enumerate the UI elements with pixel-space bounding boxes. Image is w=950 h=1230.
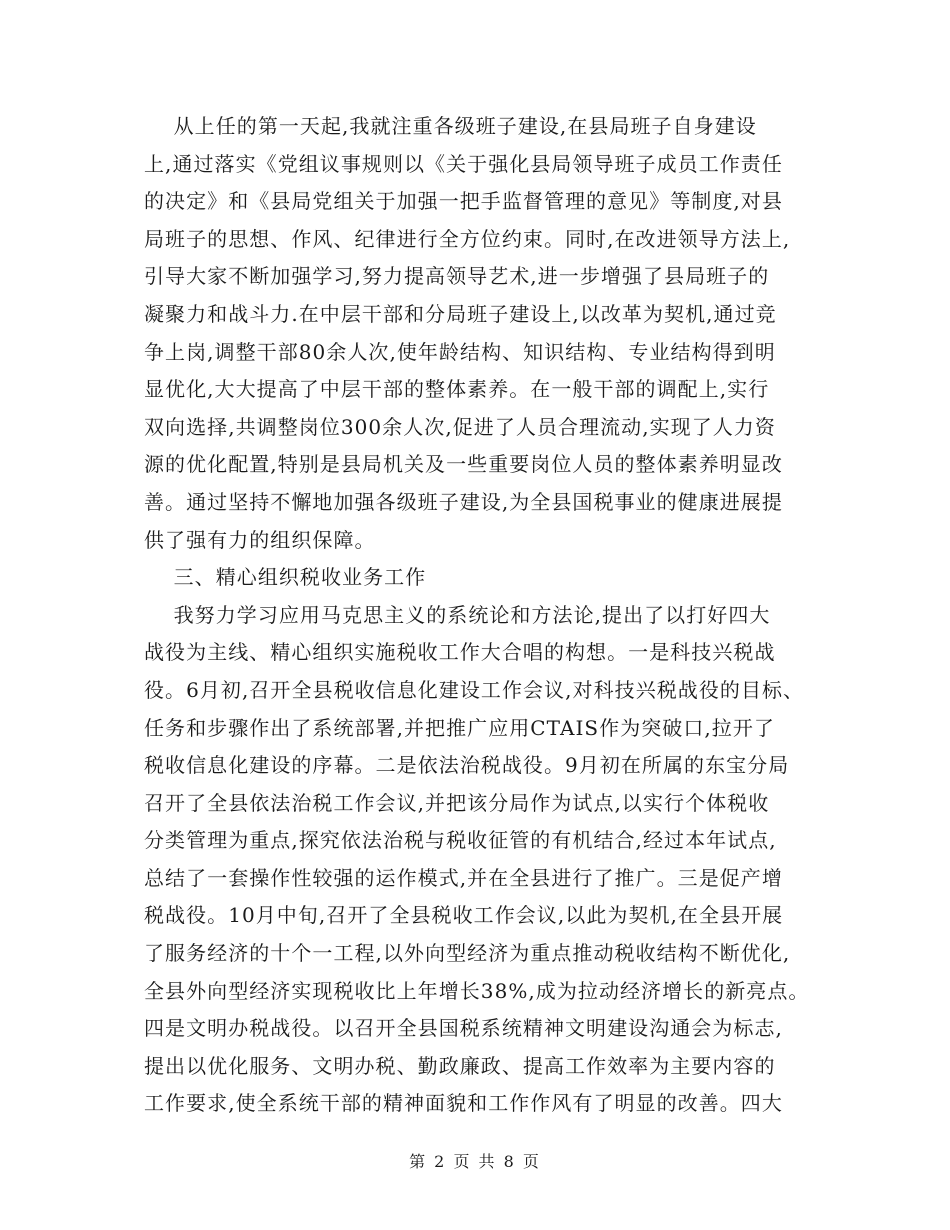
text-line: 役。6月初,召开全县税收信息化建设工作会议,对科技兴税战役的目标、 <box>144 677 805 702</box>
text-line: 全县外向型经济实现税收比上年增长38%,成为拉动经济增长的新亮点。 <box>144 978 810 1003</box>
text-line: 提出以优化服务、文明办税、勤政廉政、提高工作效率为主要内容的 <box>144 1053 776 1078</box>
section-heading: 三、精心组织税收业务工作 <box>144 565 427 590</box>
text-line: 召开了全县依法治税工作会议,并把该分局作为试点,以实行个体税收 <box>144 790 770 815</box>
text-line: 源的优化配置,特别是县局机关及一些重要岗位人员的整体素养明显改 <box>144 452 783 477</box>
text-line: 工作要求,使全系统干部的精神面貌和工作作风有了明显的改善。四大 <box>144 1091 783 1116</box>
text-line: 凝聚力和战斗力.在中层干部和分局班子建设上,以改革为契机,通过竞 <box>144 301 777 326</box>
text-line: 四是文明办税战役。以召开全县国税系统精神文明建设沟通会为标志, <box>144 1016 783 1041</box>
text-line: 任务和步骤作出了系统部署,并把推广应用CTAIS作为突破口,拉开了 <box>144 715 775 740</box>
document-body <box>144 108 816 1123</box>
text-line: 我努力学习应用马克思主义的系统论和方法论,提出了以打好四大 <box>144 602 771 627</box>
page-number-footer: 第 2 页 共 8 页 <box>409 1152 541 1171</box>
text-line: 战役为主线、精心组织实施税收工作大合唱的构想。一是科技兴税战 <box>144 640 776 665</box>
text-line: 局班子的思想、作风、纪律进行全方位约束。同时,在改进领导方法上, <box>144 226 791 251</box>
text-line: 供了强有力的组织保障。 <box>144 527 376 552</box>
text-line: 上,通过落实《党组议事规则以《关于强化县局领导班子成员工作责任 <box>144 151 783 176</box>
text-line: 分类管理为重点,探究依法治税与税收征管的有机结合,经过本年试点, <box>144 828 777 853</box>
text-line: 显优化,大大提高了中层干部的整体素养。在一般干部的调配上,实行 <box>144 377 770 402</box>
text-line: 从上任的第一天起,我就注重各级班子建设,在县局班子自身建设 <box>144 114 757 138</box>
text-line: 了服务经济的十个一工程,以外向型经济为重点推动税收结构不断优化, <box>144 941 791 966</box>
text-line: 善。通过坚持不懈地加强各级班子建设,为全县国税事业的健康进展提 <box>144 489 783 514</box>
text-line: 双向选择,共调整岗位300余人次,促进了人员合理流动,实现了人力资 <box>144 414 776 439</box>
text-line: 总结了一套操作性较强的运作模式,并在全县进行了推广。三是促产增 <box>144 865 783 890</box>
text-line: 争上岗,调整干部80余人次,使年龄结构、知识结构、专业结构得到明 <box>144 339 776 364</box>
text-line: 税战役。10月中旬,召开了全县税收工作会议,以此为契机,在全县开展 <box>144 903 784 928</box>
text-line: 的决定》和《县局党组关于加强一把手监督管理的意见》等制度,对县 <box>144 189 783 214</box>
text-line: 引导大家不断加强学习,努力提高领导艺术,进一步增强了县局班子的 <box>144 264 770 289</box>
text-line: 税收信息化建设的序幕。二是依法治税战役。9月初在所属的东宝分局 <box>144 753 790 778</box>
